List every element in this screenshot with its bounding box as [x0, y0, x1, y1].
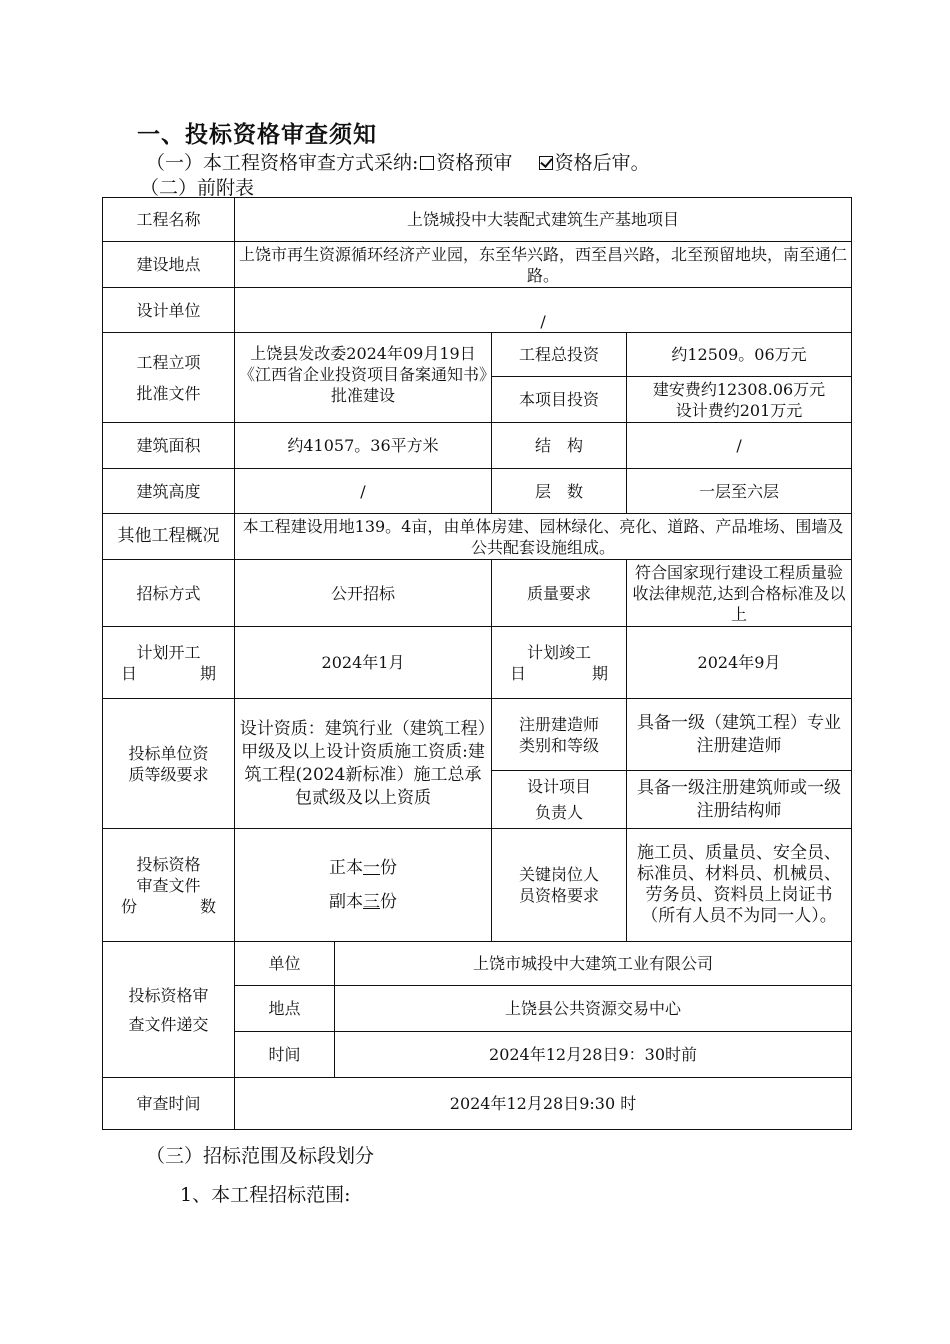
option-postqualification: 资格后审。 — [554, 152, 650, 174]
table-row — [103, 699, 852, 771]
floors-label: 层 数 — [492, 469, 627, 514]
quality-label: 质量要求 — [492, 560, 627, 627]
doc-copies-value: 正本一份 副本三份 — [235, 829, 492, 942]
registered-builder-label: 注册建造师 类别和等级 — [492, 699, 627, 771]
table-row — [103, 829, 852, 942]
submission-label: 投标资格审 查文件递交 — [103, 942, 235, 1078]
checked-box-icon — [539, 156, 553, 170]
doc-copies-label: 投标资格 审查文件 份 数 — [103, 829, 235, 942]
qualification-label: 投标单位资 质等级要求 — [103, 699, 235, 829]
structure-label: 结 构 — [492, 423, 627, 469]
table-row — [103, 198, 852, 242]
review-time-label: 审查时间 — [103, 1078, 235, 1130]
floors-value: 一层至六层 — [627, 469, 852, 514]
appendix-title: （二）前附表 — [140, 177, 255, 199]
submission-place-value: 上饶县公共资源交易中心 — [335, 986, 852, 1032]
project-name-label: 工程名称 — [103, 198, 235, 242]
project-name-value: 上饶城投中大装配式建筑生产基地项目 — [235, 198, 852, 242]
tender-method-label: 招标方式 — [103, 560, 235, 627]
table-row — [103, 423, 852, 469]
overview-value: 本工程建设用地139。4亩，由单体房建、园林绿化、亮化、道路、产品堆场、围墙及公共配套设施组成。 — [235, 514, 852, 560]
project-investment-value: 建安费约12308.06万元 设计费约201万元 — [627, 377, 852, 423]
finish-date-label: 计划竣工 日 期 — [492, 627, 627, 699]
table-row — [103, 560, 852, 627]
table-row — [103, 514, 852, 560]
start-date-value: 2024年1月 — [235, 627, 492, 699]
approval-label: 工程立项 批准文件 — [103, 333, 235, 423]
finish-date-value: 2024年9月 — [627, 627, 852, 699]
quality-value: 符合国家现行建设工程质量验收法律规范,达到合格标准及以上 — [627, 560, 852, 627]
start-date-label: 计划开工 日 期 — [103, 627, 235, 699]
option-prequalification: 资格预审 — [436, 152, 513, 174]
submission-time-label: 时间 — [235, 1032, 335, 1078]
overview-label: 其他工程概况 — [103, 514, 235, 560]
review-method-line — [146, 148, 650, 175]
scope-line: 1、本工程招标范围: — [180, 1184, 351, 1206]
total-investment-label: 工程总投资 — [492, 333, 627, 377]
key-staff-value: 施工员、质量员、安全员、标准员、材料员、机械员、劳务员、资料员上岗证书（所有人员不为同一人）。 — [627, 829, 852, 942]
area-value: 约41057。36平方米 — [235, 423, 492, 469]
appendix-table — [102, 197, 852, 1130]
project-investment-label: 本项目投资 — [492, 377, 627, 423]
review-method-prefix: （一）本工程资格审查方式采纳: — [146, 152, 419, 174]
review-time-value: 2024年12月28日9:30 时 — [235, 1078, 852, 1130]
design-unit-value: / — [235, 288, 852, 333]
height-label: 建筑高度 — [103, 469, 235, 514]
design-unit-label: 设计单位 — [103, 288, 235, 333]
location-value: 上饶市再生资源循环经济产业园，东至华兴路，西至昌兴路，北至预留地块，南至通仁路。 — [235, 242, 852, 288]
design-leader-label: 设计项目 负责人 — [492, 771, 627, 829]
design-leader-value: 具备一级注册建筑师或一级注册结构师 — [627, 771, 852, 829]
approval-value: 上饶县发改委2024年09月19日《江西省企业投资项目备案通知书》批准建设 — [235, 333, 492, 423]
total-investment-value: 约12509。06万元 — [627, 333, 852, 377]
table-row — [103, 1078, 852, 1130]
area-label: 建筑面积 — [103, 423, 235, 469]
height-value: / — [235, 469, 492, 514]
table-row — [103, 469, 852, 514]
table-row — [103, 942, 852, 986]
table-row — [103, 627, 852, 699]
submission-time-value: 2024年12月28日9：30时前 — [335, 1032, 852, 1078]
submission-unit-label: 单位 — [235, 942, 335, 986]
structure-value: / — [627, 423, 852, 469]
table-row — [103, 333, 852, 377]
tender-method-value: 公开招标 — [235, 560, 492, 627]
table-row — [103, 288, 852, 333]
unchecked-box-icon — [420, 156, 434, 170]
submission-place-label: 地点 — [235, 986, 335, 1032]
submission-unit-value: 上饶市城投中大建筑工业有限公司 — [335, 942, 852, 986]
registered-builder-value: 具备一级（建筑工程）专业注册建造师 — [627, 699, 852, 771]
qualification-value: 设计资质：建筑行业（建筑工程）甲级及以上设计资质施工资质:建筑工程(2024新标准）施工总承包贰级及以上资质 — [235, 699, 492, 829]
section3-title: （三）招标范围及标段划分 — [146, 1145, 375, 1167]
location-label: 建设地点 — [103, 242, 235, 288]
table-row — [103, 242, 852, 288]
key-staff-label: 关键岗位人 员资格要求 — [492, 829, 627, 942]
section-heading: 一、投标资格审查须知 — [137, 122, 377, 148]
